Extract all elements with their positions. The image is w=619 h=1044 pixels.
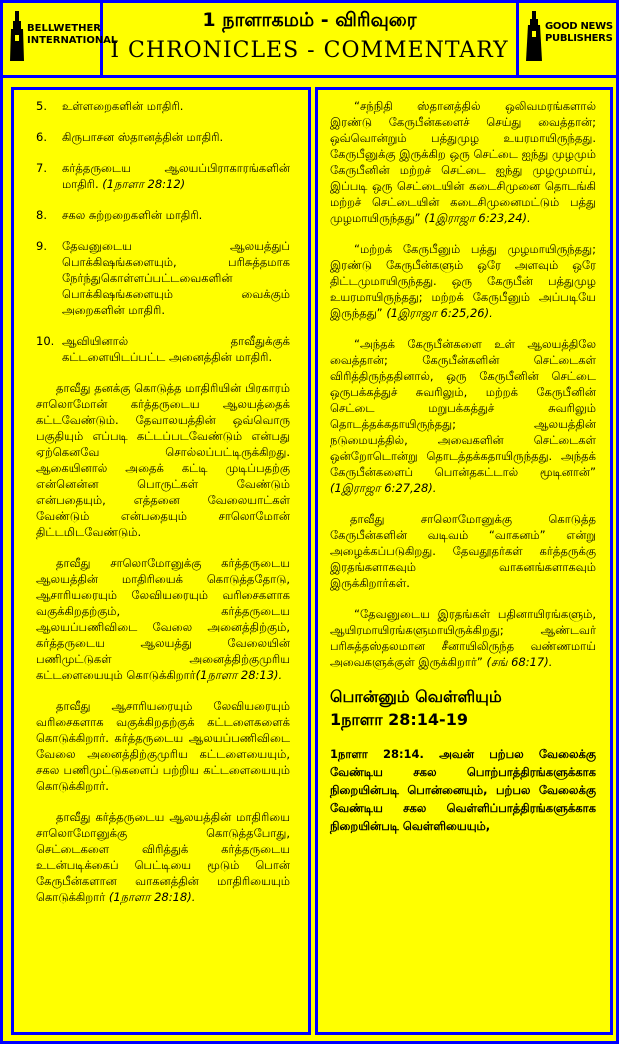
reference: (1நாளா 28:13). — [195, 668, 283, 682]
verse-text: 1நாளா 28:14. அவன் பற்பல வேலைக்கு வேண்டிய சகல பொற்பாத்திரங்களுக்காக நிறையின்படி பொன்னையும், பற்பல வேலைக்கு வேண்டிய சகல வெள்ளிப்பாத்திரங்களுக்காக நிறையின்படி வெள்ளியையும், — [330, 747, 596, 833]
right-logo-line1: GOOD NEWS — [545, 21, 613, 32]
section-heading: பொன்னும் வெள்ளியும் 1நாளா 28:14-19 — [330, 687, 502, 729]
paragraph: தாவீது கர்த்தருடைய ஆலயத்தின் மாதிரியை சாலொமோனுக்கு கொடுத்தபோது, செட்டைகளை விரித்துக் கர்த்தருடைய உடன்படிக்கைப் பெட்டியை மூடும் பொன் கேருபீன்களான வாகனத்தின் மாதிரியையும் கொடுக்கிறார் (1நாளா 28:18). — [36, 810, 290, 904]
bellwether-logo — [3, 3, 118, 75]
bellwether-tower-icon — [9, 11, 25, 63]
paragraph: தாவீது சாலொமோனுக்கு கர்த்தருடைய ஆலயத்தின் மாதிரியைக் கொடுத்ததோடு, ஆசாரியரையும் லேவியரையும் வரிசைகளாக வகுக்கிறதற்கும், கர்த்தருடைய ஆலயப்பணிவிடை வேலை அனைத்திற்கும், கர்த்தருடைய ஆலயத்து வேலையின் பணிமுட்டுகள் அனைத்திற்குமுரிய கட்டளையையும் கொடுக்கிறார்(1நாளா 28:13). — [36, 556, 290, 682]
left-logo-line1: BELLWETHER — [27, 23, 102, 34]
right-column — [315, 87, 613, 1035]
right-logo-line2: PUBLISHERS — [545, 33, 613, 44]
reference: (1நாளா 28:12) — [102, 177, 186, 191]
title-english: I CHRONICLES - COMMENTARY — [110, 38, 509, 63]
scripture-quote: “தேவனுடைய இரதங்கள் பதினாயிரங்களும், ஆயிரமாயிரங்களுமாயிருக்கிறது; ஆண்டவர் பரிசுத்தஸ்தலமான சீனாயிலிருந்த வண்ணமாய் அவைகளுக்குள் இருக்கிறார்” (சங் 68:17). — [330, 607, 596, 669]
reference: (1இராஜா 6:27,28). — [330, 481, 437, 495]
page-header — [3, 3, 616, 78]
paragraph: தாவீது சாலொமோனுக்கு கொடுத்த கேருபீன்களின் வடிவம் “வாகனம்” என்று அழைக்கப்படுகிறது. தேவதூதர்கள் கர்த்தருக்கு இரதங்களாகவும் வாகனங்களாகவும் இருக்கிறார்கள். — [330, 512, 596, 590]
reference: (1இராஜா 6:25,26). — [386, 306, 493, 320]
list-item: 8. சகல சுற்றறைகளின் மாதிரி. — [36, 208, 203, 222]
left-column — [11, 87, 311, 1035]
list-item: 6. கிருபாசன ஸ்தானத்தின் மாதிரி. — [36, 130, 224, 144]
list-item: 9. தேவனுடைய ஆலயத்துப் பொக்கிஷங்களையும், பரிசுத்தமாக நேர்ந்துகொள்ளப்பட்டவைகளின் பொக்கிஷங்களையும் வைக்கும் அறைகளின் மாதிரி. — [36, 239, 290, 317]
list-item: 7. கர்த்தருடைய ஆலயப்பிராகாரங்களின் மாதிரி. (1நாளா 28:12) — [36, 161, 290, 191]
good-news-tower-icon — [525, 11, 543, 63]
paragraph: தாவீது தனக்கு கொடுத்த மாதிரியின் பிரகாரம் சாலொமோன் கர்த்தருடைய ஆலயத்தைக் கட்டவேண்டும். தேவாலயத்தின் ஒவ்வொரு பகுதியும் எப்படி கட்டப்படவேண்டும் என்பது ஏற்கெனவே சொல்லப்பட்டிருக்கிறது. ஆகையினால் அதைக் கட்டி முடிப்பதற்கு என்னென்ன பொருட்கள் வேண்டும் என்பதையும், எத்தனை வேலையாட்கள் வேண்டும் என்பதையும் சாலொமோன் திட்டமிடவேண்டும். — [36, 381, 290, 539]
good-news-logo — [516, 3, 616, 75]
reference: (1இராஜா 6:23,24). — [424, 211, 531, 225]
paragraph: தாவீது ஆசாரியரையும் லேவியரையும் வரிசைகளாக வகுக்கிறதற்குக் கட்டளைகளைக் கொடுக்கிறார். கர்த்தருடைய ஆலயப்பணிவிடை வேலை அனைத்திற்குமுரிய கட்டளையையும், சகல பணிமுட்டுகளைப் பற்றிய கட்டளையையும் கொடுக்கிறார். — [36, 699, 290, 793]
scripture-quote: “அந்தக் கேருபீன்களை உள் ஆலயத்திலே வைத்தான்; கேருபீன்களின் செட்டைகள் விரித்திருந்ததினால், ஒரு கேருபீனின் செட்டை ஒருபக்கத்துச் சுவரிலும், மற்றக் கேருபீனின் செட்டை மறுபக்கத்துச் சுவரிலும் தொடத்தக்கதாயிருந்தது; ஆலயத்தின் நடுமையத்தில், அவைகளின் செட்டைகள் ஒன்றோடொன்று தொடத்தக்கதாயிருந்தது. அந்தக் கேருபீன்களைப் பொன்தகட்டால் மூடினான்” (1இராஜா 6:27,28). — [330, 337, 596, 495]
scripture-quote: “சந்நிதி ஸ்தானத்தில் ஒலிவமரங்களால் இரண்டு கேருபீன்களைச் செய்து வைத்தான்; ஒவ்வொன்றும் பத்துமுழ உயரமாயிருந்தது. கேருபீனுக்கு இருக்கிற ஒரு செட்டை ஐந்து முழமும் கேருபீனின் மற்றச் செட்டை ஐந்து முழமுமாய், இப்படி ஒரு செட்டையின் கடைசிமுனை தொடங்கி மற்றச் செட்டையின் கடைசிமுனைமட்டும் பத்து முழமாயிருந்தது” (1இராஜா 6:23,24). — [330, 99, 596, 225]
reference: (சங் 68:17). — [486, 655, 553, 669]
reference: (1நாளா 28:18). — [108, 890, 196, 904]
title-block — [106, 3, 513, 75]
left-logo-line2: INTERNATIONAL — [27, 35, 118, 46]
list-item: 5. உள்ளறைகளின் மாதிரி. — [36, 99, 184, 113]
scripture-quote: “மற்றக் கேருபீனும் பத்து முழமாயிருந்தது; இரண்டு கேருபீன்களும் ஒரே அளவும் ஒரே திட்டமுமாயிருந்தது. ஒரு கேருபீன் பத்துமுழ உயரமாயிருந்தது; மற்றக் கேருபீனும் அப்படியே இருந்தது” (1இராஜா 6:25,26). — [330, 242, 596, 320]
list-item: 10. ஆவியினால் தாவீதுக்குக் கட்டளையிடப்பட்ட அனைத்தின் மாதிரி. — [36, 334, 290, 364]
title-tamil: 1 நாளாகமம் - விரிவுரை — [202, 9, 417, 31]
